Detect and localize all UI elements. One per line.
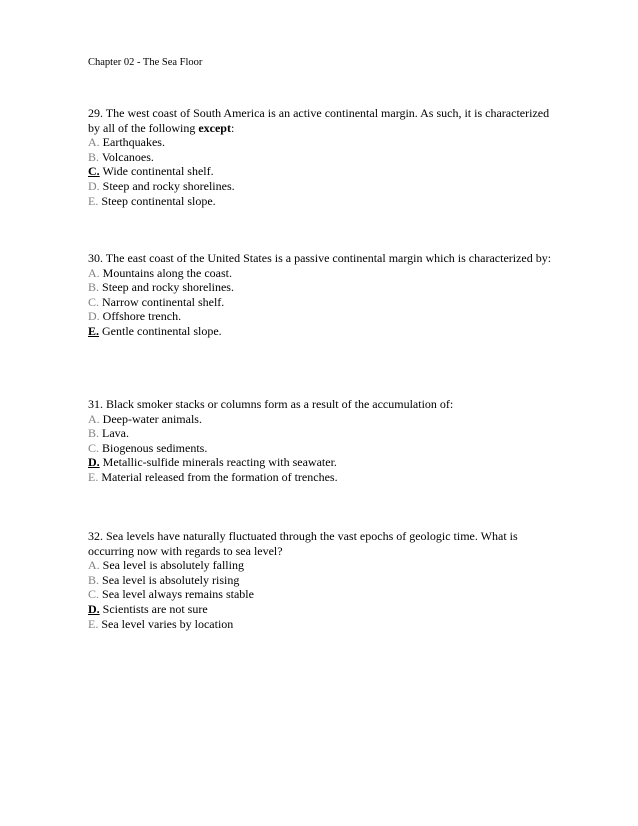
- option-text: Volcanoes.: [101, 149, 154, 164]
- option-letter: C.: [88, 294, 100, 309]
- stem-emphasis: except: [198, 120, 231, 135]
- option-letter: A.: [88, 558, 100, 573]
- option-letter: B.: [88, 572, 100, 587]
- option-letter: D.: [88, 309, 100, 324]
- option-letter: D.: [88, 455, 100, 470]
- option-text: Narrow continental shelf.: [102, 294, 225, 309]
- option-text: Earthquakes.: [102, 135, 165, 150]
- option-e: [88, 617, 560, 632]
- option-letter: D.: [88, 601, 100, 616]
- stem-suffix: :: [230, 120, 235, 135]
- option-a: [88, 266, 560, 281]
- option-letter: C.: [88, 440, 100, 455]
- option-text: Steep continental slope.: [101, 193, 216, 208]
- answer-options: [88, 135, 560, 208]
- option-e: [88, 194, 560, 209]
- option-b: [88, 426, 560, 441]
- option-b: [88, 150, 560, 165]
- answer-options: [88, 266, 560, 339]
- question-stem: [88, 106, 560, 135]
- option-letter: B.: [88, 280, 100, 295]
- question-stem: [88, 251, 560, 266]
- option-text: Deep-water animals.: [102, 411, 202, 426]
- option-a: [88, 135, 560, 150]
- question-stem: [88, 529, 560, 558]
- option-letter: A.: [88, 135, 100, 150]
- option-e: [88, 470, 560, 485]
- option-c: [88, 441, 560, 456]
- option-c: [88, 164, 560, 179]
- option-letter: C.: [88, 587, 100, 602]
- question-31: [88, 397, 560, 485]
- option-text: Mountains along the coast.: [102, 265, 232, 280]
- option-text: Sea level always remains stable: [102, 587, 254, 602]
- option-text: Sea level is absolutely falling: [102, 558, 244, 573]
- option-letter: C.: [88, 164, 100, 179]
- question-30: [88, 251, 560, 339]
- stem-text: 30. The east coast of the United States is a passive continental margin which is characterized by:: [88, 251, 552, 265]
- option-d: [88, 309, 560, 324]
- answer-options: [88, 412, 560, 485]
- option-text: Metallic-sulfide minerals reacting with seawater.: [102, 455, 337, 470]
- option-letter: E.: [88, 193, 99, 208]
- option-letter: E.: [88, 323, 100, 338]
- option-letter: A.: [88, 265, 100, 280]
- question-32: [88, 529, 560, 631]
- option-text: Biogenous sediments.: [102, 440, 208, 455]
- stem-text: 32. Sea levels have naturally fluctuated through the vast epochs of geologic time. What is occurring now with regards to sea level?: [88, 529, 518, 558]
- option-text: Sea level is absolutely rising: [102, 572, 240, 587]
- option-text: Lava.: [102, 426, 129, 441]
- option-b: [88, 280, 560, 295]
- option-text: Steep and rocky shorelines.: [102, 280, 234, 295]
- option-letter: A.: [88, 411, 100, 426]
- option-text: Gentle continental slope.: [102, 323, 222, 338]
- stem-text: 31. Black smoker stacks or columns form as a result of the accumulation of:: [88, 397, 454, 411]
- option-d: [88, 179, 560, 194]
- option-letter: E.: [88, 616, 99, 631]
- option-c: [88, 587, 560, 602]
- option-c: [88, 295, 560, 310]
- option-b: [88, 573, 560, 588]
- stem-text: 29. The west coast of South America is an active continental margin. As such, it is characterized by all of the following: [88, 106, 550, 135]
- option-a: [88, 412, 560, 427]
- option-d: [88, 455, 560, 470]
- option-text: Material released from the formation of trenches.: [101, 469, 338, 484]
- option-letter: D.: [88, 178, 100, 193]
- question-29: [88, 106, 560, 208]
- option-text: Wide continental shelf.: [102, 164, 214, 179]
- option-e: [88, 324, 560, 339]
- option-text: Scientists are not sure: [102, 601, 208, 616]
- option-text: Sea level varies by location: [101, 616, 234, 631]
- option-text: Steep and rocky shorelines.: [102, 178, 235, 193]
- question-stem: [88, 397, 560, 412]
- option-d: [88, 602, 560, 617]
- option-letter: B.: [88, 426, 100, 441]
- option-letter: E.: [88, 469, 99, 484]
- answer-options: [88, 558, 560, 631]
- option-a: [88, 558, 560, 573]
- option-letter: B.: [88, 149, 100, 164]
- chapter-header: Chapter 02 - The Sea Floor: [88, 57, 203, 68]
- option-text: Offshore trench.: [102, 309, 182, 324]
